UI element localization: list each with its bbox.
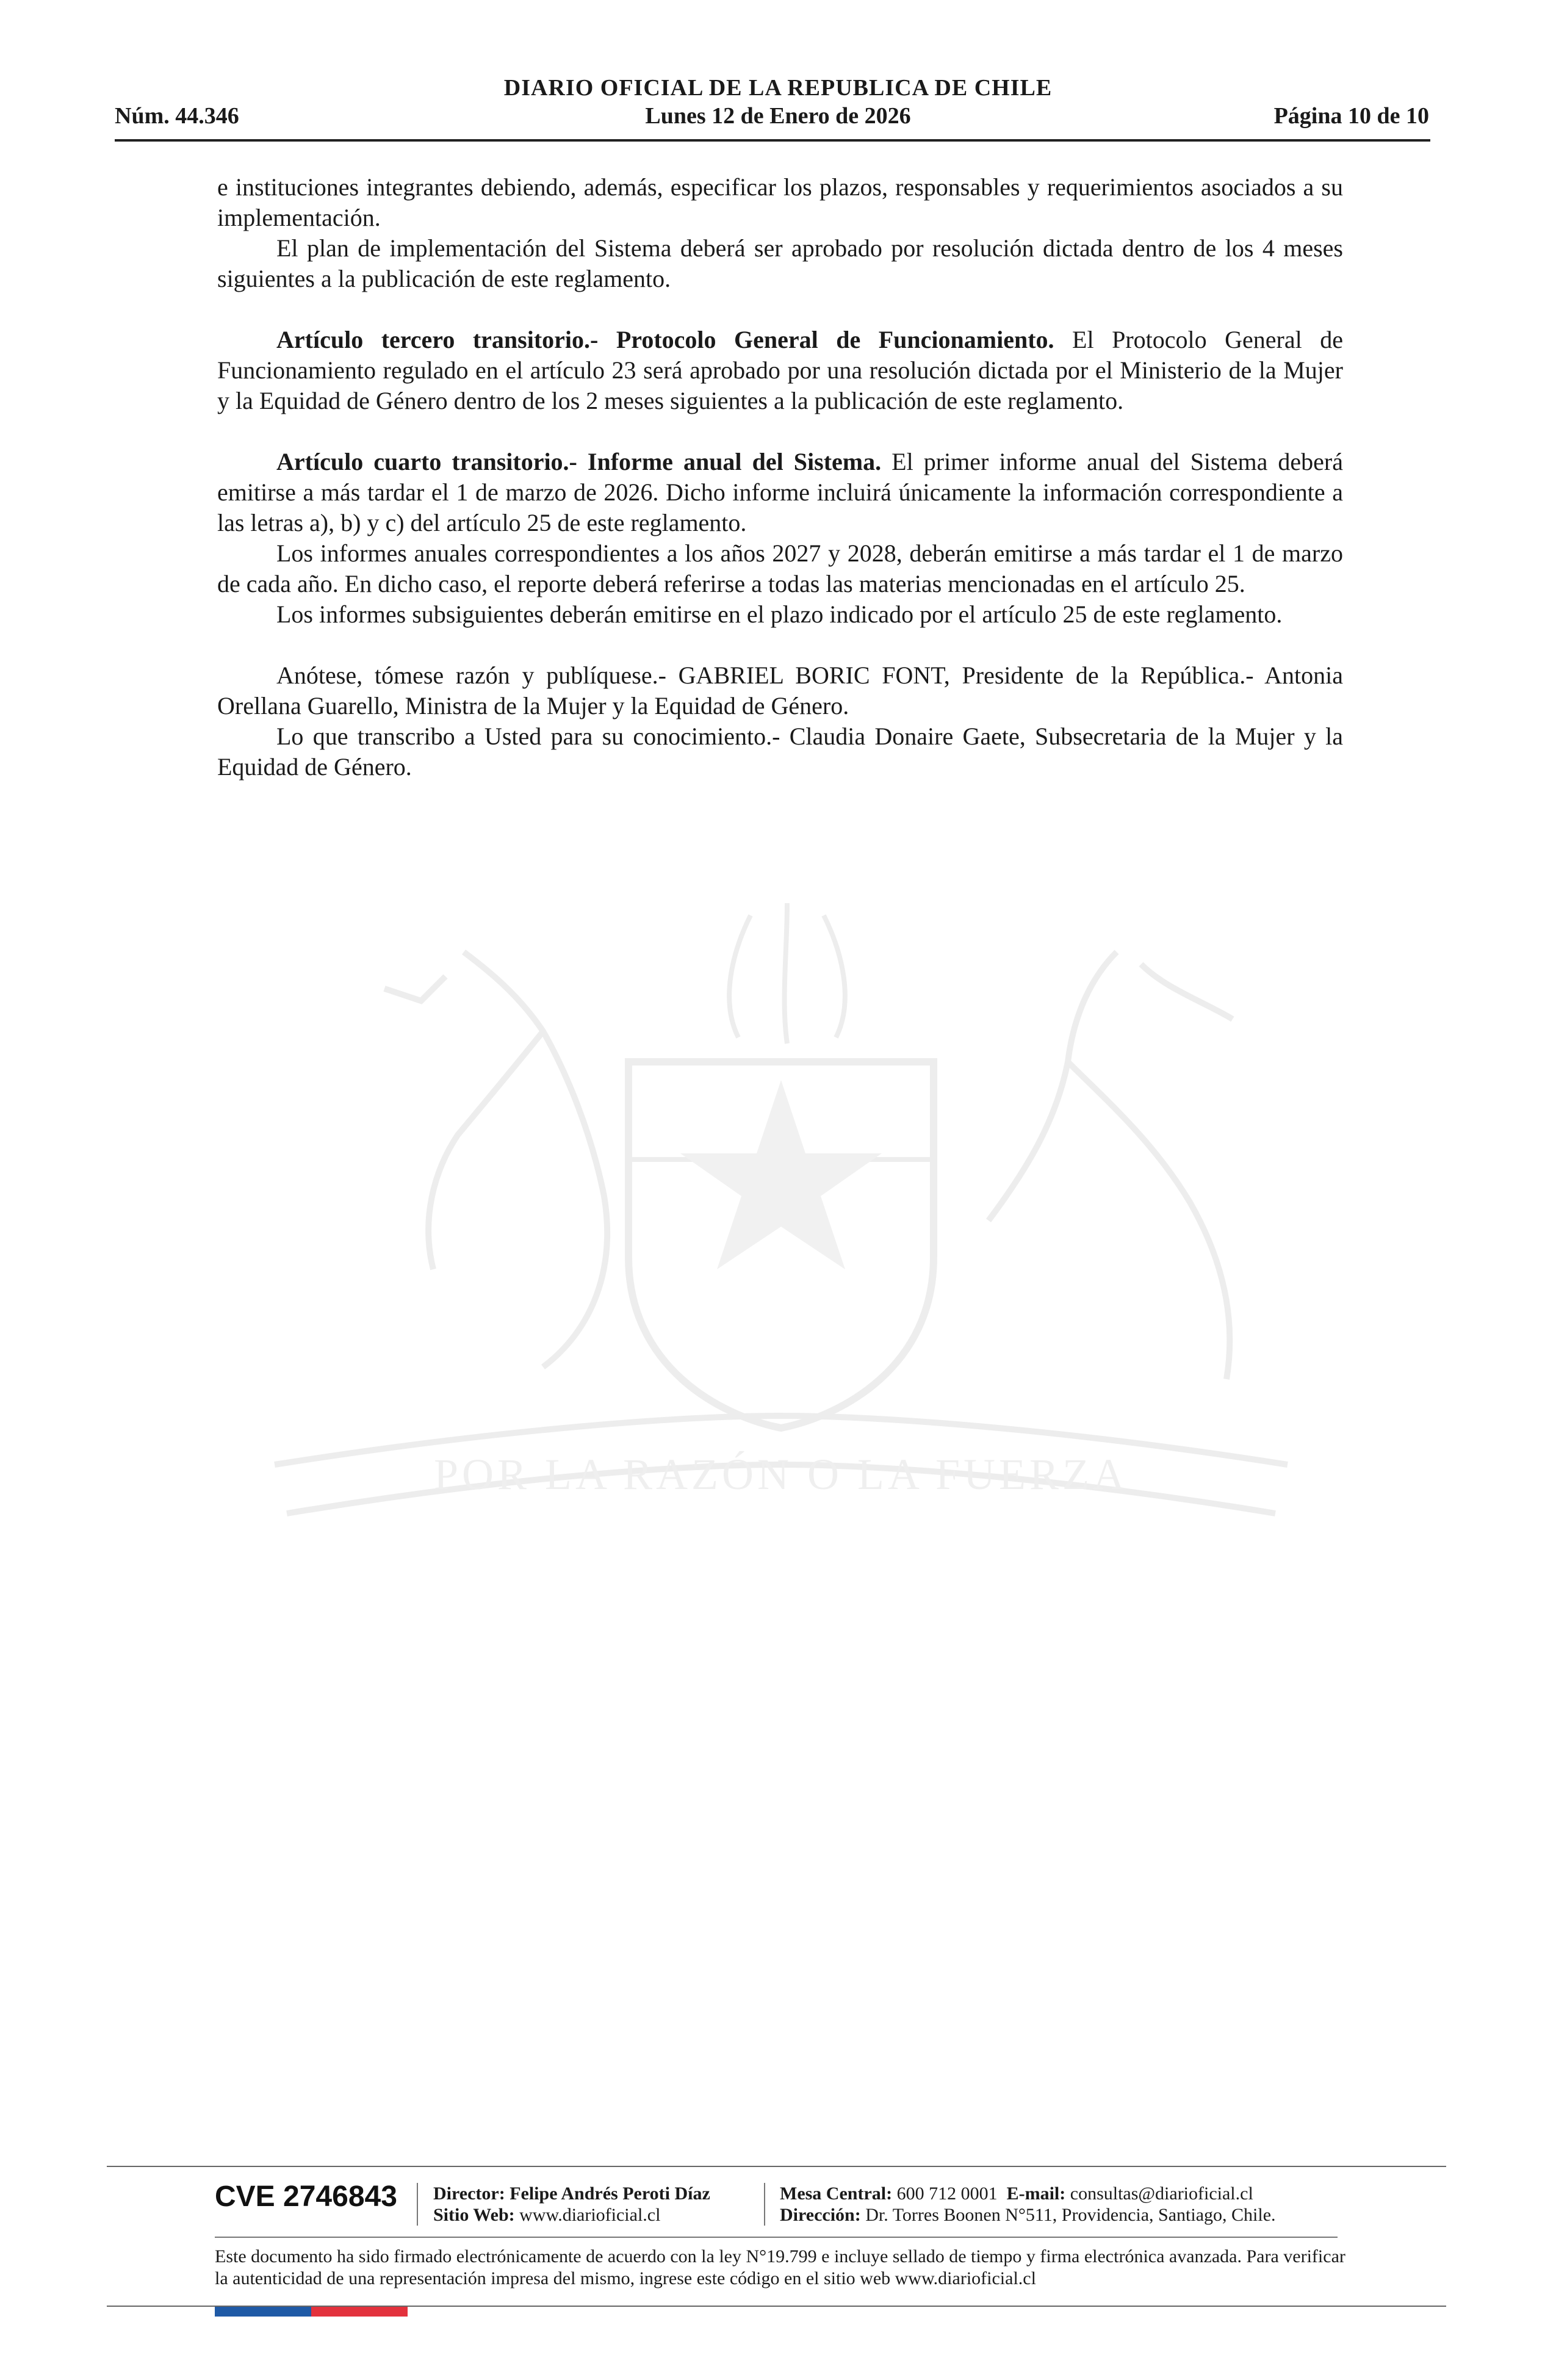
issue-date: Lunes 12 de Enero de 2026 (645, 103, 911, 129)
address-value: Dr. Torres Boonen N°511, Providencia, Santiago, Chile. (865, 2205, 1276, 2225)
article-heading: Artículo cuarto transitorio.- Informe anual del Sistema. (276, 448, 882, 475)
page-number: Página 10 de 10 (1273, 103, 1429, 129)
header-rule (115, 139, 1430, 142)
transcription-note: Lo que transcribo a Usted para su conocimiento.- Claudia Donaire Gaete, Subsecretaria de la Mujer y la Equidad de Género. (217, 723, 1343, 781)
closing-signatures: Anótese, tómese razón y publíquese.- GABRIEL BORIC FONT, Presidente de la República.- Antonia Orellana Guarello, Ministra de la Mujer y la Equidad de Género. (217, 662, 1343, 719)
article-heading: Artículo tercero transitorio.- Protocolo General de Funcionamiento. (276, 326, 1054, 353)
website-label: Sitio Web: (433, 2205, 515, 2225)
director-name: Felipe Andrés Peroti Díaz (510, 2183, 710, 2204)
footer-separator (417, 2183, 418, 2226)
email-link[interactable]: consultas@diarioficial.cl (1070, 2183, 1253, 2204)
article-text: El Protocolo General de Funcionamiento regulado en el artículo 23 será aprobado por una resolución dictada por el Ministerio de la Mujer y la Equidad de Género dentro de los 2 meses siguientes a la publicación de este reglamento. (217, 326, 1343, 414)
flag-stripe-blue (215, 2307, 311, 2317)
article-third-transitory (217, 325, 1343, 416)
star-icon (680, 1080, 882, 1269)
footer-director (433, 2183, 710, 2204)
document-body (217, 172, 1343, 782)
phone-label: Mesa Central: (780, 2183, 893, 2204)
paragraph: e instituciones integrantes debiendo, además, especificar los plazos, responsables y requerimientos asociados a su implementación. (217, 173, 1343, 231)
issue-number: Núm. 44.346 (115, 103, 239, 129)
footer-website (433, 2205, 660, 2226)
footer-rule (107, 2166, 1446, 2167)
footer-address (780, 2205, 1276, 2226)
article-text: El primer informe anual del Sistema deberá emitirse a más tardar el 1 de marzo de 2026. Dicho informe incluirá únicamente la información correspondiente a las letras a), b) y c) del artículo 25 de este reglamento. (217, 448, 1343, 536)
coat-of-arms-motto: POR LA RAZÓN O LA FUERZA (433, 1450, 1129, 1499)
paragraph: El plan de implementación del Sistema deberá ser aprobado por resolución dictada dentro de los 4 meses siguientes a la publicación de este reglamento. (217, 234, 1343, 292)
signature-note: Este documento ha sido firmado electrónicamente de acuerdo con la ley N°19.799 e incluye sellado de tiempo y firma electrónica avanzada. Para verificar la autenticidad de una representación impresa del mismo, ingrese este código en el sitio web www.diarioficial.cl (215, 2246, 1345, 2288)
paragraph: Los informes anuales correspondientes a los años 2027 y 2028, deberán emitirse a más tardar el 1 de marzo de cada año. En dicho caso, el reporte deberá referirse a todas las materias mencionadas en el artículo 25. (217, 539, 1343, 597)
address-label: Dirección: (780, 2205, 861, 2225)
newspaper-title: DIARIO OFICIAL DE LA REPUBLICA DE CHILE (503, 75, 1053, 101)
director-label: Director: (433, 2183, 505, 2204)
email-label: E-mail: (1006, 2183, 1066, 2204)
footer-separator (764, 2183, 765, 2226)
website-link[interactable]: www.diarioficial.cl (519, 2205, 661, 2225)
footer-contact (780, 2183, 1253, 2204)
article-fourth-transitory (217, 447, 1343, 538)
phone-number: 600 712 0001 (896, 2183, 998, 2204)
flag-stripe-red (311, 2307, 408, 2317)
coat-of-arms-watermark (201, 879, 1361, 1556)
footer-rule (215, 2237, 1338, 2238)
paragraph: Los informes subsiguientes deberán emitirse en el plazo indicado por el artículo 25 de este reglamento. (276, 600, 1283, 628)
cve-code: CVE 2746843 (215, 2180, 397, 2213)
